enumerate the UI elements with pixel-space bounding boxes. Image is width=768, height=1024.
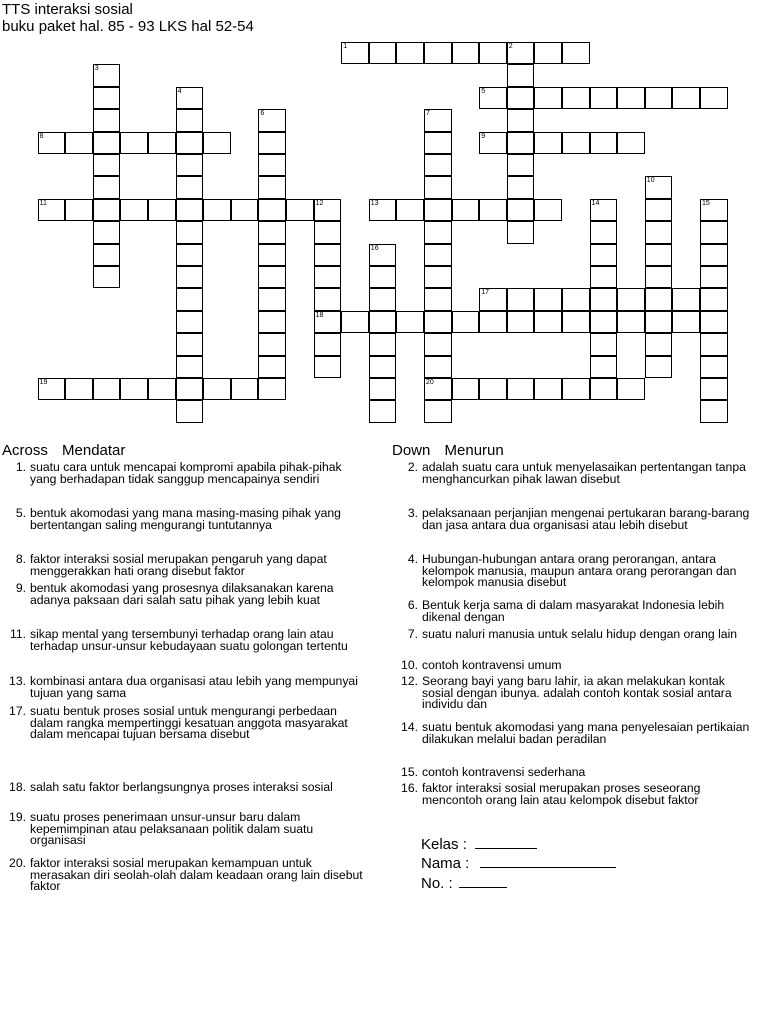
crossword-cell[interactable] xyxy=(176,176,204,198)
nama-blank[interactable] xyxy=(480,854,616,868)
crossword-cell[interactable] xyxy=(341,42,369,64)
crossword-cell[interactable] xyxy=(424,132,452,154)
crossword-cell[interactable] xyxy=(65,199,93,221)
crossword-cell[interactable] xyxy=(93,64,121,86)
crossword-cell[interactable] xyxy=(424,356,452,378)
crossword-cell[interactable] xyxy=(645,87,673,109)
crossword-cell[interactable] xyxy=(93,221,121,243)
across-heading-id: Mendatar xyxy=(62,442,126,459)
crossword-cell[interactable] xyxy=(534,311,562,333)
crossword-cell[interactable] xyxy=(507,64,535,86)
crossword-cell[interactable] xyxy=(452,311,480,333)
crossword-cell[interactable] xyxy=(93,266,121,288)
crossword-cell[interactable] xyxy=(590,199,618,221)
down-clue-text: adalah suatu cara untuk menyelasaikan pertentangan tanpa menghancurkan pihak lawan disebut xyxy=(422,460,746,486)
crossword-cell[interactable] xyxy=(231,199,259,221)
crossword-cell[interactable] xyxy=(258,154,286,176)
crossword-cell[interactable] xyxy=(424,42,452,64)
crossword-cell[interactable] xyxy=(424,311,452,333)
crossword-cell[interactable] xyxy=(700,244,728,266)
crossword-cell[interactable] xyxy=(590,378,618,400)
crossword-cell[interactable] xyxy=(120,199,148,221)
crossword-cell[interactable] xyxy=(93,199,121,221)
crossword-cell[interactable] xyxy=(93,244,121,266)
cell-number: 18 xyxy=(315,311,324,319)
crossword-cell[interactable] xyxy=(645,311,673,333)
down-clue-number: 2. xyxy=(407,460,418,474)
crossword-cell[interactable] xyxy=(65,132,93,154)
down-clue-number: 15. xyxy=(401,765,418,779)
cell-number: 16 xyxy=(370,244,379,252)
cell-number: 5 xyxy=(481,87,486,95)
crossword-cell[interactable] xyxy=(258,288,286,310)
cell-number: 12 xyxy=(315,199,324,207)
crossword-cell[interactable] xyxy=(369,266,397,288)
crossword-cell[interactable] xyxy=(369,288,397,310)
down-clue-text: contoh kontravensi umum xyxy=(422,658,562,672)
across-clue-text: bentuk akomodasi yang mana masing-masing pihak yang bertentangan saling mengurangi tuntutannya xyxy=(30,506,341,532)
across-clue-text: suatu bentuk proses sosial untuk mengurangi perbedaan dalam rangka mempertinggi kesatuan anggota masyarakat dalam mencapai tujuan bersama disebut xyxy=(30,704,348,742)
crossword-cell[interactable] xyxy=(65,378,93,400)
crossword-cell[interactable] xyxy=(396,199,424,221)
down-clue-text: Seorang bayi yang baru lahir, ia akan melakukan kontak sosial dengan ibunya. adalah contoh kontak sosial antara individu dan xyxy=(422,674,732,712)
crossword-cell[interactable] xyxy=(590,288,618,310)
crossword-cell[interactable] xyxy=(314,244,342,266)
crossword-cell[interactable] xyxy=(645,176,673,198)
crossword-cell[interactable] xyxy=(93,378,121,400)
across-clue-text: bentuk akomodasi yang prosesnya dilaksanakan karena adanya paksaan dari salah satu pihak yang lebih kuat xyxy=(30,581,334,607)
crossword-cell[interactable] xyxy=(700,221,728,243)
crossword-cell[interactable] xyxy=(700,87,728,109)
crossword-cell[interactable] xyxy=(590,311,618,333)
crossword-cell[interactable] xyxy=(590,356,618,378)
crossword-cell[interactable] xyxy=(645,199,673,221)
crossword-cell[interactable] xyxy=(93,132,121,154)
crossword-cell[interactable] xyxy=(369,199,397,221)
crossword-cell[interactable] xyxy=(700,333,728,355)
crossword-cell[interactable] xyxy=(176,356,204,378)
crossword-cell[interactable] xyxy=(176,132,204,154)
down-clue-number: 6. xyxy=(407,598,418,612)
crossword-cell[interactable] xyxy=(176,199,204,221)
crossword-cell[interactable] xyxy=(562,87,590,109)
crossword-cell[interactable] xyxy=(672,87,700,109)
crossword-cell[interactable] xyxy=(396,42,424,64)
crossword-cell[interactable] xyxy=(479,311,507,333)
crossword-cell[interactable] xyxy=(369,42,397,64)
crossword-cell[interactable] xyxy=(203,199,231,221)
cell-number: 1 xyxy=(343,43,348,50)
crossword-cell[interactable] xyxy=(424,154,452,176)
crossword-cell[interactable] xyxy=(369,356,397,378)
crossword-cell[interactable] xyxy=(148,199,176,221)
cell-number: 9 xyxy=(481,132,486,140)
down-clue-text: pelaksanaan perjanjian mengenai pertukaran barang-barang dan jasa antara dua organisasi atau lebih disebut xyxy=(422,506,750,532)
cell-number: 2 xyxy=(508,43,513,50)
down-clue-number: 12. xyxy=(401,674,418,688)
crossword-cell[interactable] xyxy=(314,199,342,221)
crossword-cell[interactable] xyxy=(258,311,286,333)
cell-number: 7 xyxy=(426,110,430,118)
crossword-cell[interactable] xyxy=(38,199,66,221)
across-clue-text: faktor interaksi sosial merupakan pengaruh yang dapat menggerakkan hati orang disebut faktor xyxy=(30,552,327,578)
crossword-cell[interactable] xyxy=(38,378,66,400)
crossword-cell[interactable] xyxy=(700,311,728,333)
crossword-cell[interactable] xyxy=(534,288,562,310)
down-clue-number: 7. xyxy=(407,627,418,641)
crossword-cell[interactable] xyxy=(93,176,121,198)
crossword-cell[interactable] xyxy=(645,244,673,266)
crossword-cell[interactable] xyxy=(562,288,590,310)
crossword-cell[interactable] xyxy=(258,199,286,221)
crossword-cell[interactable] xyxy=(562,311,590,333)
crossword-cell[interactable] xyxy=(258,266,286,288)
across-heading-en: Across xyxy=(2,442,48,459)
crossword-cell[interactable] xyxy=(286,199,314,221)
crossword-cell[interactable] xyxy=(424,333,452,355)
cell-number: 4 xyxy=(177,87,182,95)
crossword-cell[interactable] xyxy=(314,288,342,310)
crossword-cell[interactable] xyxy=(148,132,176,154)
crossword-cell[interactable] xyxy=(369,378,397,400)
kelas-blank[interactable] xyxy=(475,835,537,849)
crossword-cell[interactable] xyxy=(507,87,535,109)
cell-number: 10 xyxy=(646,177,655,185)
crossword-cell[interactable] xyxy=(645,356,673,378)
crossword-cell[interactable] xyxy=(369,400,397,422)
crossword-cell[interactable] xyxy=(231,378,259,400)
crossword-cell[interactable] xyxy=(672,288,700,310)
across-clue-text: salah satu faktor berlangsungnya proses interaksi sosial xyxy=(30,780,333,794)
crossword-cell[interactable] xyxy=(562,42,590,64)
crossword-cell[interactable] xyxy=(424,266,452,288)
crossword-cell[interactable] xyxy=(507,311,535,333)
crossword-cell[interactable] xyxy=(369,244,397,266)
down-clue-number: 4. xyxy=(407,552,418,566)
kelas-label: Kelas : xyxy=(421,836,467,853)
down-clue-text: suatu naluri manusia untuk selalu hidup dengan orang lain xyxy=(422,627,738,641)
crossword-cell[interactable] xyxy=(258,244,286,266)
crossword-cell[interactable] xyxy=(176,311,204,333)
crossword-cell[interactable] xyxy=(203,132,231,154)
across-clue-text: sikap mental yang tersembunyi terhadap orang lain atau terhadap unsur-unsur kebudayaan suatu golongan tertentu xyxy=(30,627,348,653)
crossword-cell[interactable] xyxy=(590,266,618,288)
crossword-cell[interactable] xyxy=(479,132,507,154)
cell-number: 11 xyxy=(39,199,47,207)
crossword-cell[interactable] xyxy=(590,244,618,266)
crossword-cell[interactable] xyxy=(672,311,700,333)
down-clue-text: faktor interaksi sosial merupakan proses seseorang mencontoh orang lain atau kelompok disebut faktor xyxy=(422,781,701,807)
crossword-cell[interactable] xyxy=(507,109,535,131)
crossword-cell[interactable] xyxy=(645,266,673,288)
crossword-cell[interactable] xyxy=(424,244,452,266)
crossword-cell[interactable] xyxy=(314,266,342,288)
cell-number: 15 xyxy=(702,199,710,207)
crossword-cell[interactable] xyxy=(314,333,342,355)
across-clue-number: 5. xyxy=(15,506,26,520)
across-clue-text: faktor interaksi sosial merupakan kemampuan untuk merasakan diri seolah-olah dalam keadaan orang lain disebut faktor xyxy=(30,856,363,894)
crossword-cell[interactable] xyxy=(396,311,424,333)
cell-number: 13 xyxy=(370,199,379,207)
across-clue-text: suatu proses penerimaan unsur-unsur baru dalam kepemimpinan atau pelaksanaan politik dalam suatu organisasi xyxy=(30,810,314,848)
crossword-cell[interactable] xyxy=(617,311,645,333)
crossword-cell[interactable] xyxy=(369,311,397,333)
crossword-cell[interactable] xyxy=(424,176,452,198)
across-clue-number: 11. xyxy=(9,627,26,641)
crossword-cell[interactable] xyxy=(452,378,480,400)
crossword-cell[interactable] xyxy=(120,132,148,154)
down-heading xyxy=(392,443,504,459)
crossword-cell[interactable] xyxy=(258,221,286,243)
down-clue-number: 14. xyxy=(401,720,418,734)
crossword-cell[interactable] xyxy=(120,378,148,400)
crossword-cell[interactable] xyxy=(314,311,342,333)
crossword-cell[interactable] xyxy=(258,356,286,378)
crossword-cell[interactable] xyxy=(590,132,618,154)
crossword-cell[interactable] xyxy=(176,400,204,422)
crossword-cell[interactable] xyxy=(534,132,562,154)
crossword-cell[interactable] xyxy=(176,154,204,176)
across-heading xyxy=(2,443,125,459)
across-clue-number: 19. xyxy=(9,810,26,824)
across-clue-text: suatu cara untuk mencapai kompromi apabila pihak-pihak yang berhadapan tidak sanggup mencapainya sendiri xyxy=(30,460,342,486)
cell-number: 14 xyxy=(591,199,600,207)
crossword-cell[interactable] xyxy=(562,132,590,154)
crossword-cell[interactable] xyxy=(203,378,231,400)
across-clue-number: 9. xyxy=(15,581,26,595)
down-clue-number: 3. xyxy=(407,506,418,520)
crossword-cell[interactable] xyxy=(507,154,535,176)
crossword-cell[interactable] xyxy=(314,221,342,243)
crossword-cell[interactable] xyxy=(258,176,286,198)
crossword-cell[interactable] xyxy=(452,199,480,221)
across-clue-text: kombinasi antara dua organisasi atau lebih yang mempunyai tujuan yang sama xyxy=(30,674,358,700)
crossword-cell[interactable] xyxy=(507,199,535,221)
crossword-cell[interactable] xyxy=(479,378,507,400)
crossword-cell[interactable] xyxy=(617,87,645,109)
crossword-cell[interactable] xyxy=(176,266,204,288)
crossword-cell[interactable] xyxy=(341,311,369,333)
crossword-cell[interactable] xyxy=(562,378,590,400)
crossword-cell[interactable] xyxy=(645,288,673,310)
crossword-cell[interactable] xyxy=(93,109,121,131)
crossword-cell[interactable] xyxy=(93,154,121,176)
down-heading-id: Menurun xyxy=(444,442,504,459)
across-clue-number: 8. xyxy=(15,552,26,566)
down-clue-text: Bentuk kerja sama di dalam masyarakat Indonesia lebih dikenal dengan xyxy=(422,598,725,624)
crossword-cell[interactable] xyxy=(700,378,728,400)
crossword-cell[interactable] xyxy=(479,42,507,64)
crossword-grid xyxy=(0,0,768,430)
crossword-cell[interactable] xyxy=(424,400,452,422)
no-label: No. : xyxy=(421,875,453,892)
across-clue-number: 13. xyxy=(9,674,26,688)
across-clue-number: 17. xyxy=(9,704,26,718)
crossword-cell[interactable] xyxy=(700,400,728,422)
crossword-cell[interactable] xyxy=(645,333,673,355)
crossword-cell[interactable] xyxy=(424,199,452,221)
crossword-cell[interactable] xyxy=(424,378,452,400)
crossword-cell[interactable] xyxy=(258,378,286,400)
crossword-cell[interactable] xyxy=(176,288,204,310)
crossword-cell[interactable] xyxy=(479,87,507,109)
no-field[interactable] xyxy=(421,874,507,892)
crossword-cell[interactable] xyxy=(176,244,204,266)
crossword-cell[interactable] xyxy=(479,288,507,310)
cell-number: 20 xyxy=(426,379,434,386)
down-clue-text: suatu bentuk akomodasi yang mana penyelesaian pertikaian dilakukan melalui badan peradilan xyxy=(422,720,750,746)
crossword-cell[interactable] xyxy=(617,288,645,310)
crossword-cell[interactable] xyxy=(176,109,204,131)
crossword-cell[interactable] xyxy=(424,221,452,243)
crossword-cell[interactable] xyxy=(590,221,618,243)
crossword-cell[interactable] xyxy=(534,378,562,400)
cell-number: 8 xyxy=(39,132,44,140)
nama-label: Nama : xyxy=(421,855,470,872)
kelas-field[interactable] xyxy=(421,835,537,853)
crossword-cell[interactable] xyxy=(176,378,204,400)
across-clue-number: 20. xyxy=(9,856,26,870)
crossword-cell[interactable] xyxy=(507,132,535,154)
crossword-cell[interactable] xyxy=(176,221,204,243)
no-blank[interactable] xyxy=(459,874,507,888)
crossword-cell[interactable] xyxy=(479,199,507,221)
crossword-cell[interactable] xyxy=(148,378,176,400)
crossword-cell[interactable] xyxy=(507,221,535,243)
crossword-cell[interactable] xyxy=(700,199,728,221)
crossword-cell[interactable] xyxy=(645,221,673,243)
crossword-cell[interactable] xyxy=(700,356,728,378)
down-clue-number: 16. xyxy=(401,781,418,795)
crossword-cell[interactable] xyxy=(176,87,204,109)
across-clue-number: 18. xyxy=(9,780,26,794)
crossword-cell[interactable] xyxy=(507,378,535,400)
crossword-cell[interactable] xyxy=(424,109,452,131)
crossword-cell[interactable] xyxy=(424,288,452,310)
crossword-cell[interactable] xyxy=(700,288,728,310)
crossword-cell[interactable] xyxy=(700,266,728,288)
crossword-cell[interactable] xyxy=(590,333,618,355)
crossword-cell[interactable] xyxy=(617,378,645,400)
down-clue-text: contoh kontravensi sederhana xyxy=(422,765,586,779)
worksheet-title: TTS interaksi sosial xyxy=(2,1,133,18)
cell-number: 3 xyxy=(94,65,99,73)
nama-field[interactable] xyxy=(421,854,616,872)
crossword-cell[interactable] xyxy=(507,288,535,310)
worksheet-subtitle: buku paket hal. 85 - 93 LKS hal 52-54 xyxy=(2,18,254,35)
cell-number: 6 xyxy=(260,110,265,118)
crossword-cell[interactable] xyxy=(617,132,645,154)
crossword-cell[interactable] xyxy=(314,356,342,378)
crossword-cell[interactable] xyxy=(258,132,286,154)
down-clue-number: 10. xyxy=(401,658,418,672)
crossword-cell[interactable] xyxy=(590,87,618,109)
cell-number: 17 xyxy=(481,289,489,297)
down-clue-text: Hubungan-hubungan antara orang perorangan, antara kelompok manusia, maupun antara orang perorangan dan kelompok manusia disebut xyxy=(422,552,737,590)
crossword-cell[interactable] xyxy=(534,199,562,221)
crossword-cell[interactable] xyxy=(369,333,397,355)
down-heading-en: Down xyxy=(392,442,431,459)
crossword-cell[interactable] xyxy=(93,87,121,109)
across-clue-number: 1. xyxy=(15,460,26,474)
crossword-cell[interactable] xyxy=(176,333,204,355)
cell-number: 19 xyxy=(39,379,48,386)
crossword-cell[interactable] xyxy=(452,42,480,64)
crossword-cell[interactable] xyxy=(38,132,66,154)
crossword-cell[interactable] xyxy=(258,333,286,355)
crossword-cell[interactable] xyxy=(534,87,562,109)
crossword-cell[interactable] xyxy=(258,109,286,131)
crossword-cell[interactable] xyxy=(507,42,535,64)
crossword-cell[interactable] xyxy=(534,42,562,64)
crossword-cell[interactable] xyxy=(507,176,535,198)
